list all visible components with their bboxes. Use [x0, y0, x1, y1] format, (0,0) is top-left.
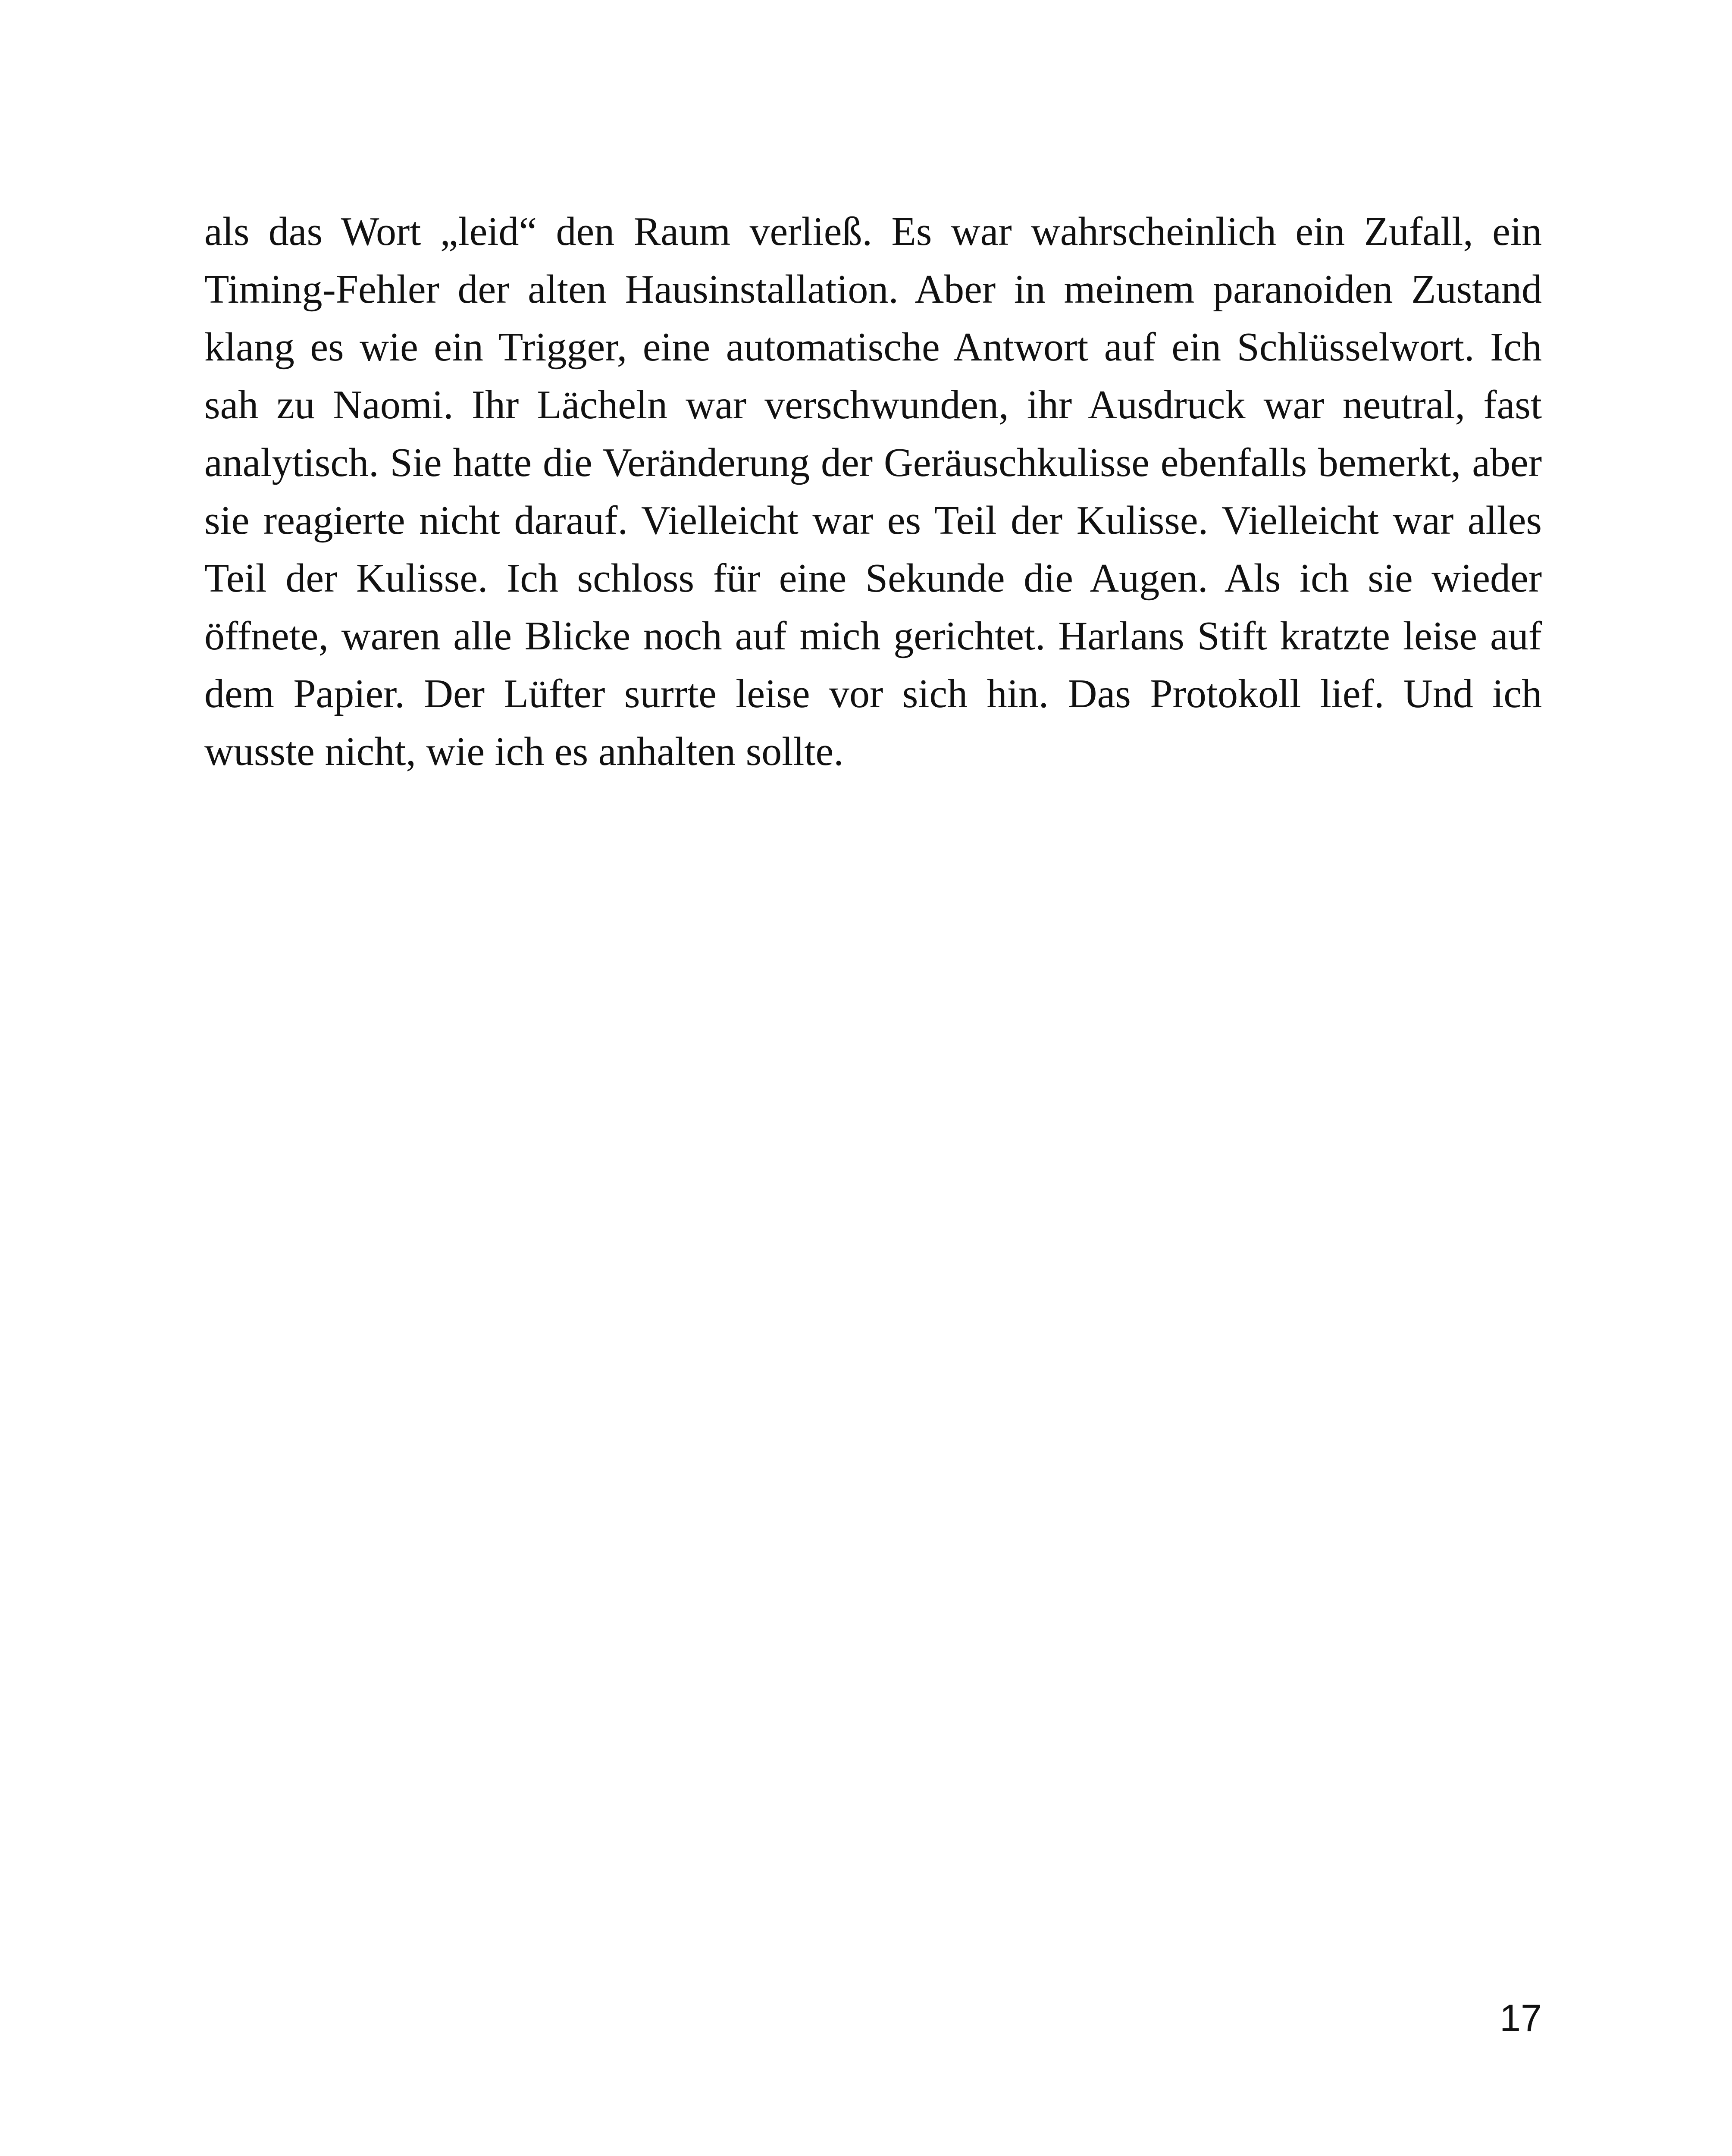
page-number: 17 — [1500, 1996, 1542, 2039]
body-paragraph: als das Wort „leid“ den Raum verließ. Es war wahrscheinlich ein Zufall, ein Timing-Fehler der alten Hausinstallation. Aber in meinem paranoiden Zustand klang es wie ein Trigger, eine automatische Antwort auf ein Schlüsselwort. Ich sah zu Naomi. Ihr Lächeln war verschwunden, ihr Ausdruck war neutral, fast analytisch. Sie hatte die Veränderung der Geräuschkulisse ebenfalls bemerkt, aber sie reagierte nicht darauf. Vielleicht war es Teil der Kulisse. Vielleicht war alles Teil der Kulisse. Ich schloss für eine Sekunde die Augen. Als ich sie wieder öffnete, waren alle Blicke noch auf mich gerichtet. Harlans Stift kratzte leise auf dem Papier. Der Lüfter surrte leise vor sich hin. Das Protokoll lief. Und ich wusste nicht, wie ich es anhalten sollte. — [204, 209, 1542, 774]
